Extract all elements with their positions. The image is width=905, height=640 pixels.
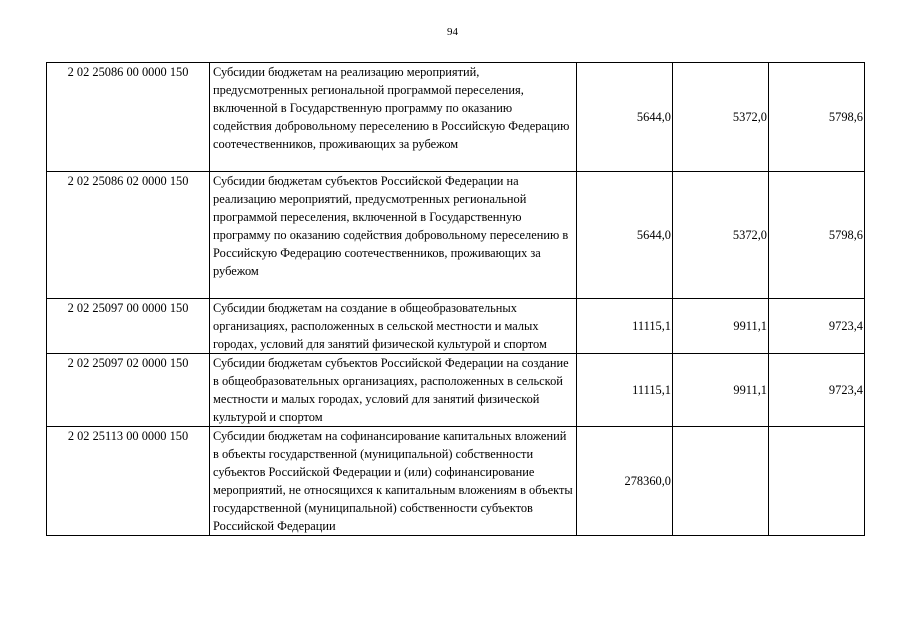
row-code: 2 02 25097 02 0000 150 xyxy=(47,354,210,427)
row-description: Субсидии бюджетам субъектов Российской Федерации на создание в общеобразовательных организациях, расположенных в сельской местности и малых городах, условий для занятий физической культурой и спортом xyxy=(210,354,577,427)
row-description: Субсидии бюджетам субъектов Российской Федерации на реализацию мероприятий, предусмотренных региональной программой переселения, включенной в Государственную программу по оказанию содействия добровольному переселению в Российскую Федерацию соотечественников, проживающих за рубежом xyxy=(210,172,577,299)
row-value-1: 11115,1 xyxy=(577,354,673,427)
row-description: Субсидии бюджетам на реализацию мероприятий, предусмотренных региональной программой переселения, включенной в Государственную программу по оказанию содействия добровольному переселению в Российскую Федерацию соотечественников, проживающих за рубежом xyxy=(210,63,577,172)
row-description: Субсидии бюджетам на софинансирование капитальных вложений в объекты государственной (муниципальной) собственности субъектов Российской Федерации и (или) софинансирование мероприятий, не относящихся к капитальным вложениям в объекты государственной (муниципальной) собственности субъектов Российской Федерации xyxy=(210,427,577,536)
row-description: Субсидии бюджетам на создание в общеобразовательных организациях, расположенных в сельской местности и малых городах, условий для занятий физической культурой и спортом xyxy=(210,299,577,354)
row-code: 2 02 25097 00 0000 150 xyxy=(47,299,210,354)
row-value-1: 11115,1 xyxy=(577,299,673,354)
budget-table xyxy=(46,62,865,536)
row-value-2: 5372,0 xyxy=(673,172,769,299)
row-value-1: 5644,0 xyxy=(577,63,673,172)
row-value-1: 278360,0 xyxy=(577,427,673,536)
table-row xyxy=(47,172,865,299)
table-row xyxy=(47,427,865,536)
table-row xyxy=(47,299,865,354)
row-code: 2 02 25086 00 0000 150 xyxy=(47,63,210,172)
table-row xyxy=(47,63,865,172)
row-value-2 xyxy=(673,427,769,536)
row-value-3: 9723,4 xyxy=(769,354,865,427)
row-code: 2 02 25113 00 0000 150 xyxy=(47,427,210,536)
row-code: 2 02 25086 02 0000 150 xyxy=(47,172,210,299)
row-value-3: 5798,6 xyxy=(769,172,865,299)
row-value-3 xyxy=(769,427,865,536)
row-value-3: 5798,6 xyxy=(769,63,865,172)
table-row xyxy=(47,354,865,427)
row-value-3: 9723,4 xyxy=(769,299,865,354)
row-value-1: 5644,0 xyxy=(577,172,673,299)
row-value-2: 5372,0 xyxy=(673,63,769,172)
row-value-2: 9911,1 xyxy=(673,299,769,354)
row-value-2: 9911,1 xyxy=(673,354,769,427)
page-number: 94 xyxy=(447,26,458,38)
